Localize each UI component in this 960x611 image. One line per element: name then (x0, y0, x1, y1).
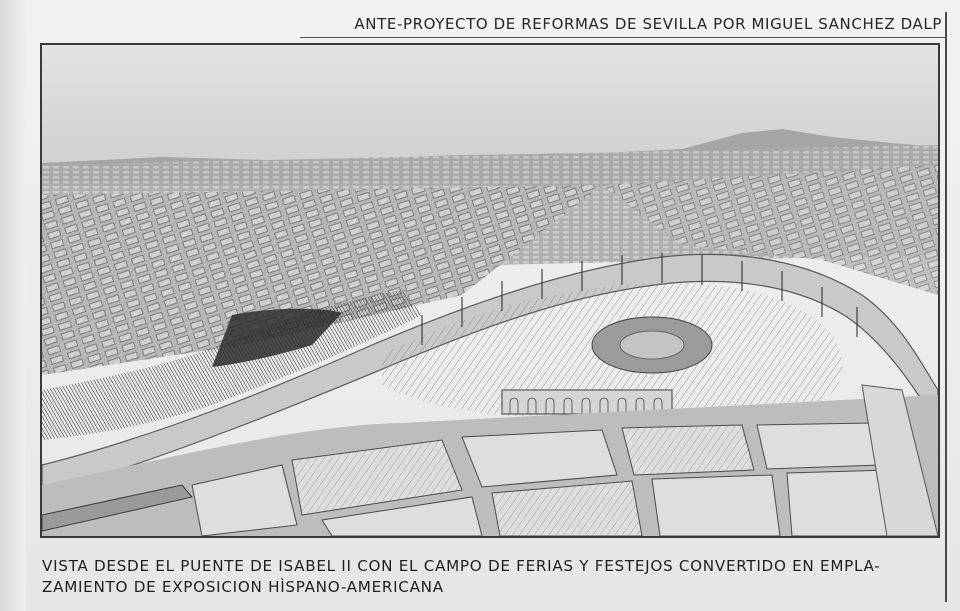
caption-line-2: ZAMIENTO DE EXPOSICION HÌSPANO-AMERICANA (42, 578, 444, 596)
heading-rule (300, 37, 947, 38)
paper-edge (0, 0, 26, 611)
caption (42, 556, 942, 598)
right-rule (945, 12, 947, 602)
page-heading: ANTE-PROYECTO DE REFORMAS DE SEVILLA POR MIGUEL SANCHEZ DALP (354, 15, 942, 33)
caption-line-1: VISTA DESDE EL PUENTE DE ISABEL II CON EL CAMPO DE FERIAS Y FESTEJOS CONVERTIDO EN EMPLA- (42, 557, 881, 575)
aerial-view-illustration (42, 45, 938, 536)
